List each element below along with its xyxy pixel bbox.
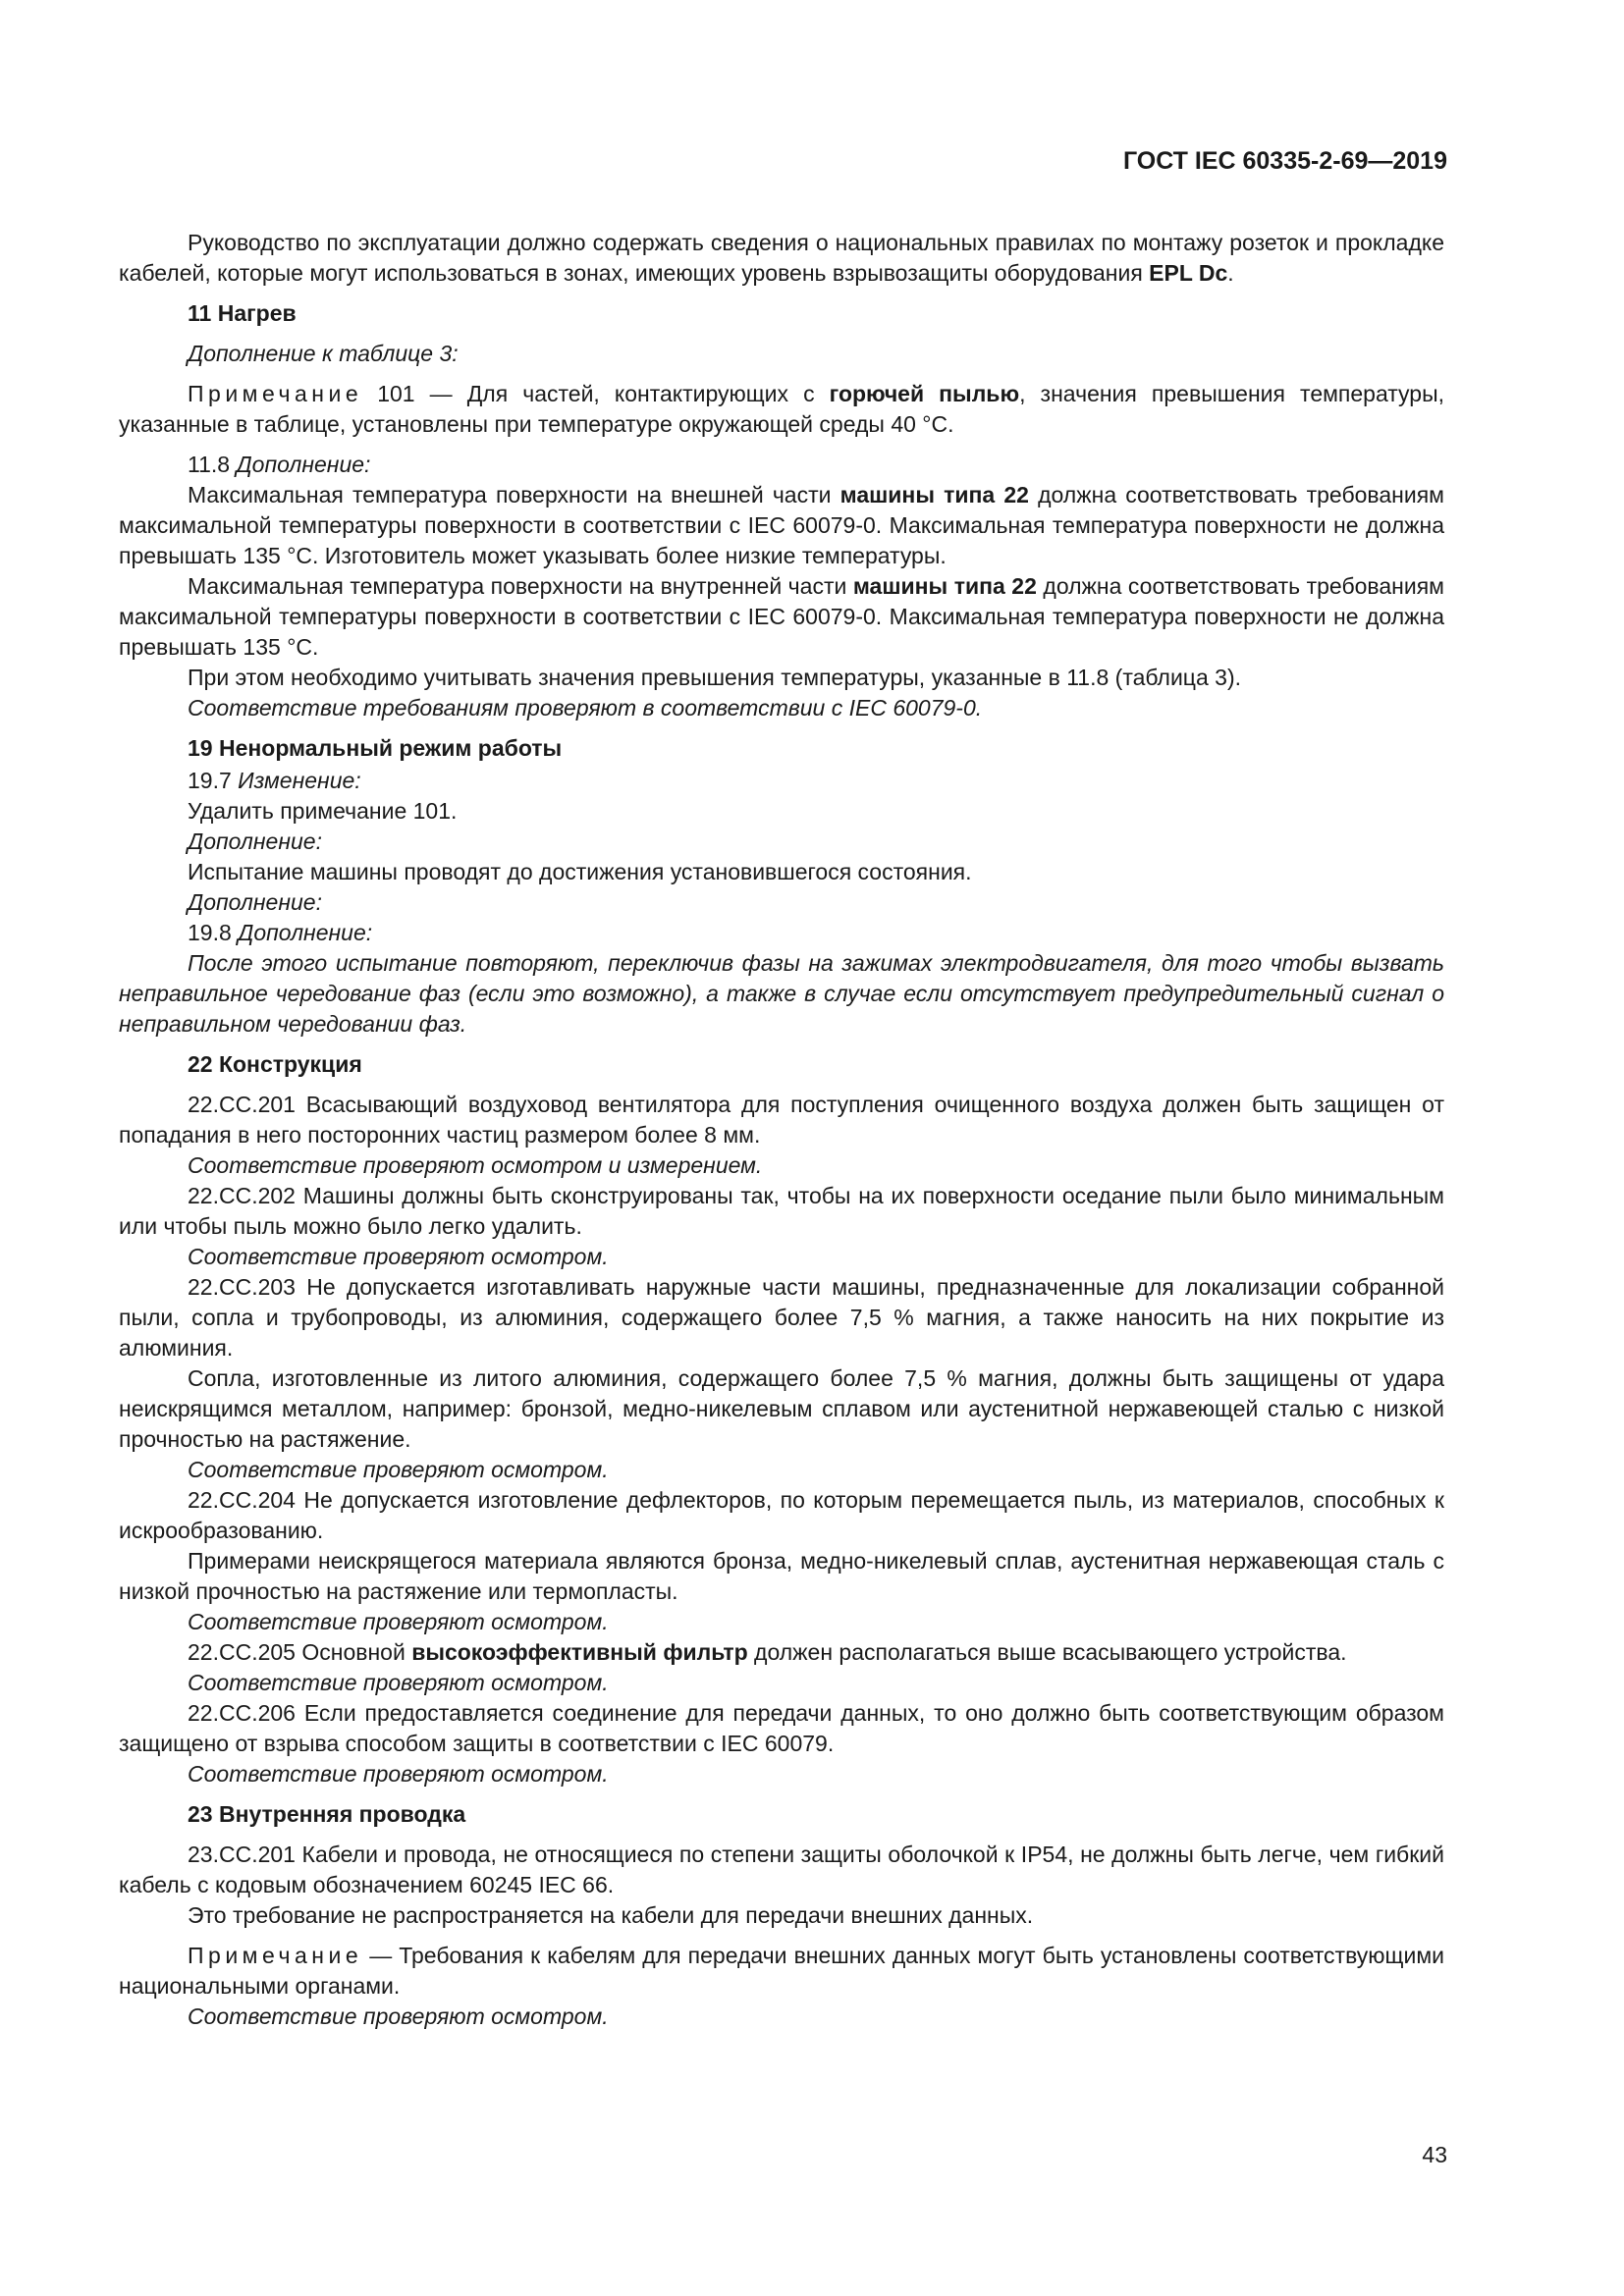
paragraph-external-temp: Максимальная температура поверхности на внешней части машины типа 22 должна соответствовать требованиям максимальной температуры поверхности в соответствии с IEC 60079-0. Максимальная температура поверхности не должна превышать 135 °С. Изготовитель может указывать более низкие температуры. [119, 482, 1444, 568]
document-header: ГОСТ IEC 60335-2-69—2019 [1122, 147, 1447, 175]
clause-22-cc-204-examples: Примерами неискрящегося материала являются бронза, медно-никелевый сплав, аустенитная нержавеющая сталь с низкой прочностью на растяжение или термопласты. [119, 1548, 1444, 1604]
clause-23-cc-201-exception: Это требование не распространяется на кабели для передачи внешних данных. [188, 1902, 1034, 1928]
subclause-19-7: 19.7 Изменение: [188, 768, 361, 793]
compliance-22-202: Соответствие проверяют осмотром. [188, 1244, 609, 1269]
clause-22-cc-206: 22.СС.206 Если предоставляется соединение для передачи данных, то оно должно быть соответствующим образом защищено от взрыва способом защиты в соответствии с IEC 60079. [119, 1700, 1444, 1756]
paragraph-phase-test: После этого испытание повторяют, переключив фазы на зажимах электродвигателя, для того чтобы вызвать неправильное чередование фаз (если это возможно), а также в случае если отсутствует предупредительный сигнал о неправильном чередовании фаз. [119, 950, 1444, 1037]
note-101: Примечание 101 — Для частей, контактирующих с горючей пылью, значения превышения температуры, указанные в таблице, установлены при температуре окружающей среды 40 °С. [119, 381, 1444, 437]
compliance-23: Соответствие проверяют осмотром. [188, 2003, 609, 2029]
paragraph-temp-rise: При этом необходимо учитывать значения превышения температуры, указанные в 11.8 (таблица 3). [188, 665, 1242, 690]
line-delete-note: Удалить примечание 101. [188, 798, 458, 824]
section-heading-11: 11 Нагрев [188, 300, 297, 326]
line-test-steady: Испытание машины проводят до достижения установившегося состояния. [188, 859, 972, 884]
paragraph-manual-instructions: Руководство по эксплуатации должно содержать сведения о национальных правилах по монтажу розеток и прокладке кабелей, которые могут использоваться в зонах, имеющих уровень взрывозащиты оборудования EPL Dc. [119, 230, 1444, 286]
compliance-22-201: Соответствие проверяют осмотром и измерением. [188, 1152, 763, 1178]
note-23: Примечание — Требования к кабелям для передачи внешних данных могут быть установлены соответствующими национальными органами. [119, 1943, 1444, 1999]
clause-22-cc-203: 22.СС.203 Не допускается изготавливать наружные части машины, предназначенные для локализации собранной пыли, сопла и трубопроводы, из алюминия, содержащего более 7,5 % магния, а также наносить на них покрытие из алюминия. [119, 1274, 1444, 1361]
section-heading-19: 19 Ненормальный режим работы [188, 735, 563, 761]
clause-22-cc-205: 22.СС.205 Основной высокоэффективный фильтр должен располагаться выше всасывающего устройства. [188, 1639, 1347, 1665]
subclause-19-8: 19.8 Дополнение: [188, 920, 373, 945]
clause-22-cc-201: 22.СС.201 Всасывающий воздуховод вентилятора для поступления очищенного воздуха должен быть защищен от попадания в него посторонних частиц размером более 8 мм. [119, 1092, 1444, 1148]
document-body [119, 228, 1444, 2032]
subclause-11-8: 11.8 Дополнение: [188, 452, 371, 477]
clause-22-cc-203-nozzles: Сопла, изготовленные из литого алюминия, содержащего более 7,5 % магния, должны быть защищены от удара неискрящимся металлом, например: бронзой, медно-никелевым сплавом или аустенитной нержавеющей сталью с низкой прочностью на растяжение. [119, 1365, 1444, 1452]
clause-22-cc-202: 22.СС.202 Машины должны быть сконструированы так, чтобы на их поверхности оседание пыли было минимальным или чтобы пыль можно было легко удалить. [119, 1183, 1444, 1239]
clause-23-cc-201: 23.СС.201 Кабели и провода, не относящиеся по степени защиты оболочкой к IP54, не должны быть легче, чем гибкий кабель с кодовым обозначением 60245 IEC 66. [119, 1842, 1444, 1897]
clause-22-cc-204: 22.СС.204 Не допускается изготовление дефлекторов, по которым перемещается пыль, из материалов, способных к искрообразованию. [119, 1487, 1444, 1543]
compliance-22-204: Соответствие проверяют осмотром. [188, 1609, 609, 1634]
compliance-11: Соответствие требованиям проверяют в соответствии с IEC 60079-0. [188, 695, 983, 721]
page-number: 43 [1422, 2142, 1447, 2167]
addition-label-1: Дополнение: [188, 828, 322, 854]
section-heading-22: 22 Конструкция [188, 1051, 362, 1077]
compliance-22-206: Соответствие проверяют осмотром. [188, 1761, 609, 1787]
compliance-22-203: Соответствие проверяют осмотром. [188, 1457, 609, 1482]
addition-label-2: Дополнение: [188, 889, 322, 915]
section-heading-23: 23 Внутренняя проводка [188, 1801, 466, 1827]
paragraph-internal-temp: Максимальная температура поверхности на внутренней части машины типа 22 должна соответствовать требованиям максимальной температуры поверхности в соответствии с IEC 60079-0. Максимальная температура поверхности не должна превышать 135 °С. [119, 573, 1444, 660]
addition-table-3: Дополнение к таблице 3: [188, 341, 459, 366]
compliance-22-205: Соответствие проверяют осмотром. [188, 1670, 609, 1695]
